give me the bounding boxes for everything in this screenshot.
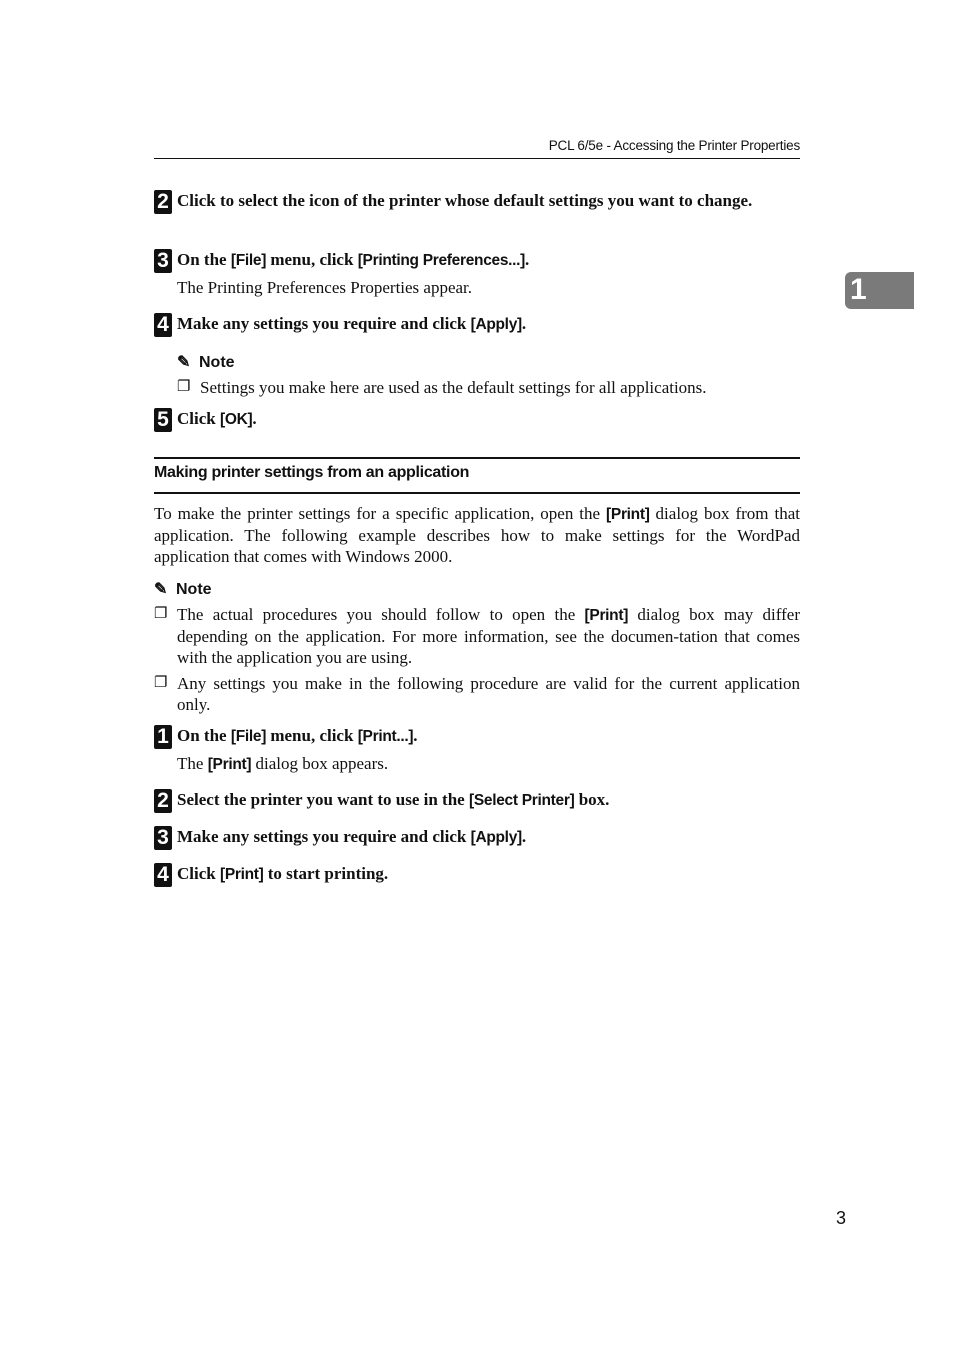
note-item: ❐ The actual procedures you should follow to open the [Print] dialog box may differ depending on the application. For more information, see the documen-tation that comes with the application you are using. [154,605,800,667]
ui-label-ok: [OK] [219,411,253,428]
step-number-icon: 5 [154,408,172,432]
section-rule-bottom [154,492,800,494]
step-result: The Printing Preferences Properties appear. [177,278,473,297]
section-rule-top [154,457,800,459]
ui-label-select-printer: [Select Printer] [468,792,575,809]
step-text: Make any settings you require and click [Apply]. [177,314,527,333]
step-1-print-menu [154,725,800,775]
ui-label-print: [Print] [606,506,650,523]
checkbox-bullet-icon: ❐ [154,606,168,622]
chapter-tab-number: 1 [850,273,867,306]
pencil-icon: ✎ [154,581,168,598]
pencil-icon: ✎ [177,354,191,371]
step-2-select-printer-box [154,789,800,811]
step-text: On the [File] menu, click [Printing Preferences...]. [177,250,530,269]
ui-label-print: [Print] [584,607,629,624]
step-2-select-printer [154,190,800,211]
step-number-icon: 4 [154,313,172,337]
step-3-printing-preferences [154,249,800,298]
step-5-ok [154,408,800,430]
ui-label-apply: [Apply] [470,829,522,846]
chapter-tab [845,272,914,309]
step-text: On the [File] menu, click [Print...]. [177,726,418,745]
ui-label-print-command: [Print...] [357,728,414,745]
ui-label-printing-preferences: [Printing Preferences...] [357,252,526,269]
step-number-icon: 3 [154,249,172,273]
section-title: Making printer settings from an application [154,464,470,481]
ui-label-print: [Print] [219,866,264,883]
ui-label-print: [Print] [207,756,252,773]
note-heading: ✎ Note [154,581,212,598]
step-number-icon: 1 [154,725,172,749]
step-text: Make any settings you require and click [Apply]. [177,827,527,846]
running-header: PCL 6/5e - Accessing the Printer Properties [548,138,800,153]
header-rule [154,158,800,159]
step-number-icon: 3 [154,826,172,850]
note-item: ❐ Settings you make here are used as the default settings for all applications. [177,378,707,397]
ui-label-apply: [Apply] [470,316,522,333]
ui-label-file-menu: [File] [230,252,267,269]
step-text: Click to select the icon of the printer whose default settings you want to change. [177,191,753,210]
step-text: Click [Print] to start printing. [177,864,389,883]
checkbox-bullet-icon: ❐ [154,675,168,691]
note-item: ❐ Any settings you make in the following procedure are valid for the current application only. [154,674,800,714]
step-result: The [Print] dialog box appears. [177,754,389,773]
step-4-apply [154,313,800,335]
page-number: 3 [835,1208,846,1228]
note-heading: ✎ Note [177,354,235,371]
section-intro: To make the printer settings for a specific application, open the [Print] dialog box from that application. The following example describes how to make settings for the WordPad application that comes with Windows 2000. [154,504,800,566]
ui-label-file-menu: [File] [230,728,267,745]
step-text: Click [OK]. [177,409,257,428]
step-4-start-printing [154,863,800,885]
step-number-icon: 4 [154,863,172,887]
step-number-icon: 2 [154,190,172,214]
checkbox-bullet-icon: ❐ [177,379,191,395]
step-number-icon: 2 [154,789,172,813]
step-text: Select the printer you want to use in the [Select Printer] box. [177,790,610,809]
step-3-apply [154,826,800,848]
